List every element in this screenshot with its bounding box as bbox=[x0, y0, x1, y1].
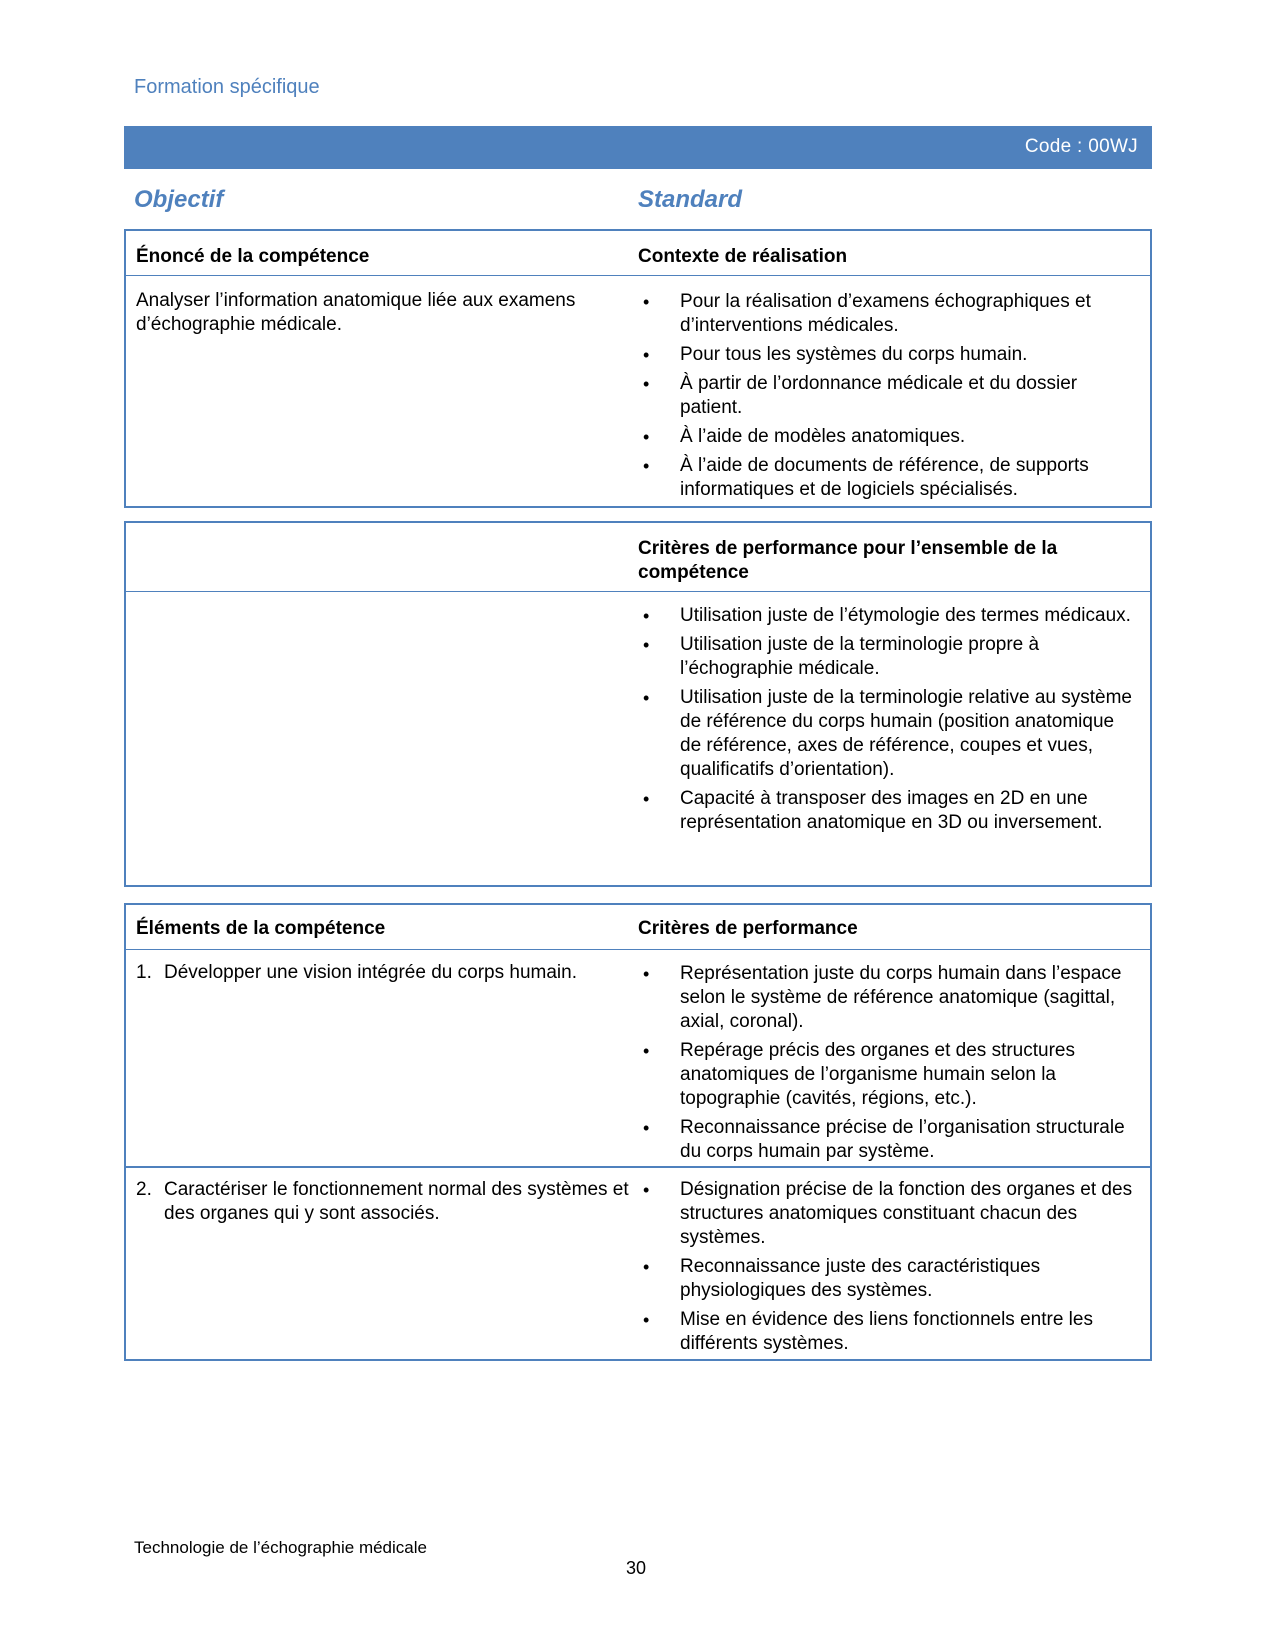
table-row bbox=[126, 592, 1150, 884]
list-item: • Représentation juste du corps humain dans l’espace selon le système de référence anatomique (sagittal, axial, coronal). bbox=[643, 963, 1122, 1032]
bullet-icon: • bbox=[643, 789, 650, 809]
bullet-icon: • bbox=[643, 1118, 650, 1138]
competency-statement: Analyser l’information anatomique liée aux examens d’échographie médicale. bbox=[136, 290, 576, 335]
list-item: • Utilisation juste de l’étymologie des termes médicaux. bbox=[643, 605, 1131, 626]
bullet-icon: • bbox=[643, 292, 650, 312]
page-header-label: Formation spécifique bbox=[134, 76, 320, 98]
table-header-row bbox=[126, 231, 1150, 276]
list-item: • Capacité à transposer des images en 2D en une représentation anatomique en 3D ou inversement. bbox=[643, 788, 1103, 833]
list-item: • Pour la réalisation d’examens échographiques et d’interventions médicales. bbox=[643, 291, 1091, 336]
criteria-header: Critères de performance bbox=[638, 918, 858, 939]
list-item: • À l’aide de modèles anatomiques. bbox=[643, 426, 966, 447]
competency-element-1: 1. Développer une vision intégrée du corps humain. bbox=[136, 962, 577, 983]
list-item: • Désignation précise de la fonction des organes et des structures anatomiques constituant chacun des systèmes. bbox=[643, 1179, 1133, 1248]
competency-statement-table bbox=[124, 229, 1152, 508]
footer-title: Technologie de l’échographie médicale bbox=[134, 1538, 427, 1557]
list-item: • Reconnaissance juste des caractéristiques physiologiques des systèmes. bbox=[643, 1256, 1041, 1301]
overall-criteria-header: Critères de performance pour l’ensemble de la compétence bbox=[638, 538, 1058, 583]
bullet-icon: • bbox=[643, 1041, 650, 1061]
list-item: • À l’aide de documents de référence, de supports informatiques et de logiciels spécialisés. bbox=[643, 455, 1089, 500]
elements-header: Éléments de la compétence bbox=[136, 918, 386, 939]
bullet-icon: • bbox=[643, 688, 650, 708]
page-number: 30 bbox=[626, 1558, 647, 1578]
bullet-icon: • bbox=[643, 635, 650, 655]
table-header-row bbox=[126, 523, 1150, 592]
list-item: • À partir de l’ordonnance médicale et du dossier patient. bbox=[643, 373, 1078, 418]
table-row bbox=[126, 950, 1150, 1166]
list-item: • Utilisation juste de la terminologie relative au système de référence du corps humain (position anatomique de référence, axes de référence, coupes et vues, qualificatifs d’orientation). bbox=[643, 687, 1132, 780]
bullet-icon: • bbox=[643, 427, 650, 447]
overall-criteria-list bbox=[638, 604, 1138, 840]
bullet-icon: • bbox=[643, 456, 650, 476]
context-header: Contexte de réalisation bbox=[638, 246, 848, 267]
bullet-icon: • bbox=[643, 374, 650, 394]
bullet-icon: • bbox=[643, 345, 650, 365]
objective-heading: Objectif bbox=[134, 186, 224, 213]
competency-element-2: 2. Caractériser le fonctionnement normal des systèmes et des organes qui y sont associés. bbox=[136, 1179, 629, 1224]
overall-criteria-table bbox=[124, 521, 1152, 887]
statement-header: Énoncé de la compétence bbox=[136, 246, 370, 267]
bullet-icon: • bbox=[643, 1257, 650, 1277]
table-header-row bbox=[126, 905, 1150, 950]
bullet-icon: • bbox=[643, 606, 650, 626]
elements-criteria-table bbox=[124, 903, 1152, 1361]
list-item: • Utilisation juste de la terminologie propre à l’échographie médicale. bbox=[643, 634, 1040, 679]
context-list bbox=[638, 290, 1138, 507]
bullet-icon: • bbox=[643, 1180, 650, 1200]
criteria-list bbox=[638, 962, 1138, 1169]
list-item: • Mise en évidence des liens fonctionnels entre les différents systèmes. bbox=[643, 1309, 1093, 1354]
list-item: • Pour tous les systèmes du corps humain. bbox=[643, 344, 1028, 365]
criteria-list bbox=[638, 1178, 1138, 1361]
list-item: • Repérage précis des organes et des structures anatomiques de l’organisme humain selon la topographie (cavités, régions, etc.). bbox=[643, 1040, 1075, 1109]
table-row bbox=[126, 276, 1150, 504]
bullet-icon: • bbox=[643, 964, 650, 984]
table-row bbox=[126, 1166, 1150, 1358]
standard-heading: Standard bbox=[638, 186, 743, 213]
list-item: • Reconnaissance précise de l’organisation structurale du corps humain par système. bbox=[643, 1117, 1125, 1162]
bullet-icon: • bbox=[643, 1310, 650, 1330]
code-bar bbox=[124, 126, 1152, 169]
course-code: Code : 00WJ bbox=[1024, 136, 1138, 157]
